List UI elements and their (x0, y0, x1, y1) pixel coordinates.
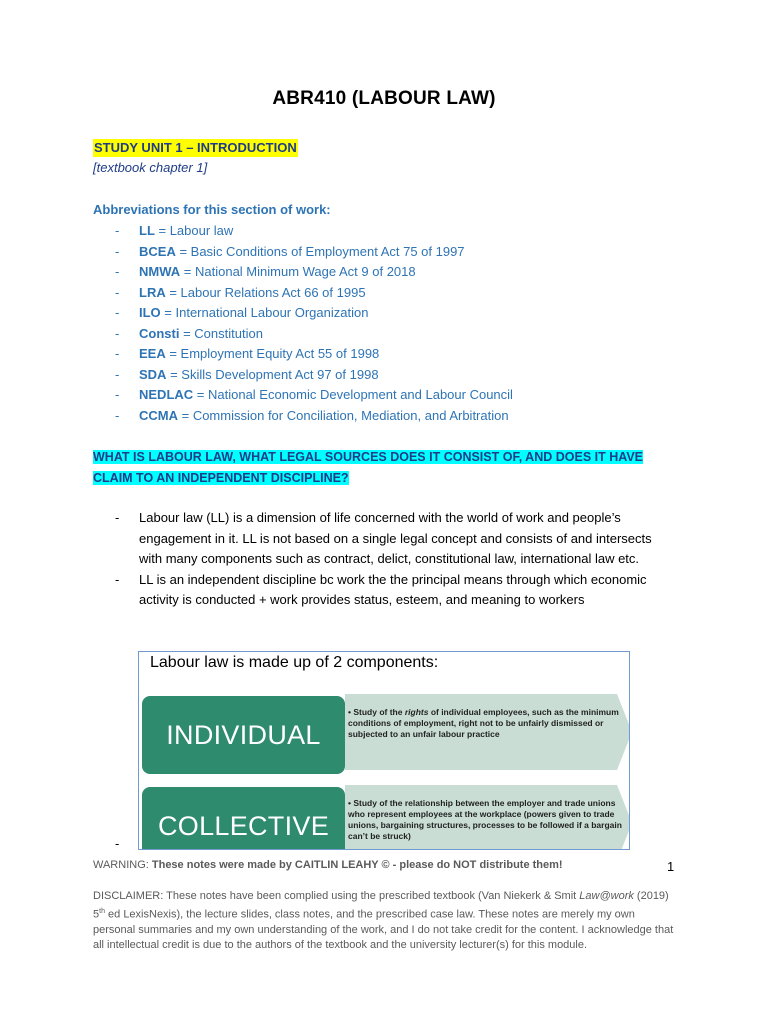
list-dash: - (115, 836, 120, 851)
collective-component-description: • Study of the relationship between the employer and trade unions who represent employees at the workplace (powers given to trade unions, bargaining structures, processes to be followed if a bargain can’t be struck) (348, 798, 622, 841)
abbreviation-term: LRA (139, 284, 166, 300)
body-point-text: LL is an independent discipline bc work the the principal means through which economic activity is conducted + work provides status, esteem, and meaning to workers (139, 571, 647, 607)
disclaimer-text: ed LexisNexis), the lecture slides, class notes, and the prescribed case law. These notes are merely my own personal summaries and my own understanding of the work, and I do not take credit for the content. I acknowledge that all intellectual credit is due to the authors of the textbook and the university lecturer(s) for this module. (93, 908, 674, 952)
abbreviation-meaning: = Basic Conditions of Employment Act 75 of 1997 (175, 243, 465, 259)
disclaimer-text: DISCLAIMER: These notes have been complied using the prescribed textbook (Van Niekerk & Smit (93, 890, 580, 902)
abbreviation-term: CCMA (139, 407, 178, 423)
abbreviation-meaning: = National Minimum Wage Act 9 of 2018 (180, 264, 416, 279)
question-heading-line2: CLAIM TO AN INDEPENDENT DISCIPLINE? (93, 470, 349, 485)
list-item: - NEDLAC = National Economic Development and Labour Council (115, 387, 513, 402)
description-text: Study of the relationship between the employer and trade unions who represent employees at the workplace (powers given to trade unions, bargaining structures, processes to be followed if a bargain can’t be struck) (348, 798, 622, 841)
abbreviation-meaning: = Labour Relations Act 66 of 1995 (165, 284, 366, 300)
abbreviation-term: EEA (139, 346, 166, 361)
list-item: - SDA = Skills Development Act 97 of 1998 (115, 366, 379, 382)
abbreviation-meaning: = Employment Equity Act 55 of 1998 (165, 346, 380, 361)
components-diagram (138, 651, 630, 850)
list-item: - LRA = Labour Relations Act 66 of 1995 (115, 284, 366, 300)
abbreviations-heading: Abbreviations for this section of work: (93, 202, 331, 217)
disclaimer-text: (2019) 5 (93, 890, 669, 921)
list-item: - BCEA = Basic Conditions of Employment Act 75 of 1997 (115, 243, 465, 259)
disclaimer-italic: Law@work (579, 890, 634, 902)
collective-component-box: COLLECTIVE (142, 787, 345, 850)
question-heading-line1: WHAT IS LABOUR LAW, WHAT LEGAL SOURCES DOES IT CONSIST OF, AND DOES IT HAVE (93, 450, 644, 464)
abbreviation-meaning: = International Labour Organization (160, 305, 369, 320)
warning-text: These notes were made by CAITLIN LEAHY © - please do NOT distribute them! (151, 859, 563, 871)
list-item: - ILO = International Labour Organization (115, 305, 369, 320)
footer-warning (93, 859, 563, 871)
section-question-heading (93, 447, 673, 488)
list-item: - Consti = Constitution (115, 325, 263, 341)
individual-component-description: • Study of the rights of individual employees, such as the minimum conditions of employment, right not to be unfairly dismissed or subjected to an unfair labour practice (348, 707, 619, 739)
abbreviation-term: SDA (139, 366, 167, 382)
abbreviation-meaning: = Labour law (154, 223, 234, 238)
abbreviation-term: LL (139, 223, 155, 238)
abbreviations-list (115, 221, 513, 426)
description-text: of individual employees, such as the minimum conditions of employment, right not to be unfairly dismissed or subjected to an unfair labour practice (348, 707, 619, 739)
list-item: - LL = Labour law (115, 223, 234, 238)
abbreviation-meaning: = Skills Development Act 97 of 1998 (166, 366, 379, 382)
page-number: 1 (667, 859, 675, 874)
document-title: ABR410 (LABOUR LAW) (272, 88, 496, 109)
abbreviation-meaning: = Commission for Conciliation, Mediation, and Arbitration (178, 407, 509, 423)
abbreviation-term: NEDLAC (139, 387, 194, 402)
abbreviation-term: ILO (139, 305, 161, 320)
abbreviation-term: Consti (139, 325, 180, 341)
abbreviation-term: BCEA (139, 243, 176, 259)
individual-component-box: INDIVIDUAL (142, 696, 345, 774)
list-item: - NMWA = National Minimum Wage Act 9 of 2018 (115, 264, 416, 279)
abbreviation-meaning: = Constitution (179, 325, 263, 341)
warning-prefix: WARNING: (93, 859, 152, 871)
description-italic: rights (404, 707, 429, 717)
footer-disclaimer (93, 889, 678, 953)
body-points-list (115, 508, 675, 611)
body-point-text: Labour law (LL) is a dimension of life concerned with the world of work and people’s engagement in it. LL is not based on a single legal concept and consists of and intersects with many components such as contract, delict, constitutional law, international law etc. (139, 510, 652, 566)
study-unit-subheading: [textbook chapter 1] (93, 160, 208, 175)
abbreviation-meaning: = National Economic Development and Labour Council (193, 387, 513, 402)
disclaimer-sup: th (99, 908, 105, 916)
list-item: - CCMA = Commission for Conciliation, Mediation, and Arbitration (115, 407, 509, 423)
list-item: - LL is an independent discipline bc work the the principal means through which economic activity is conducted + work provides status, esteem, and meaning to workers (115, 571, 647, 607)
description-text: Study of the (353, 707, 405, 717)
list-item: - EEA = Employment Equity Act 55 of 1998 (115, 346, 380, 361)
abbreviation-term: NMWA (139, 264, 181, 279)
study-unit-heading: STUDY UNIT 1 – INTRODUCTION (94, 140, 297, 155)
diagram-title: Labour law is made up of 2 components: (150, 654, 439, 671)
list-item: - Labour law (LL) is a dimension of life concerned with the world of work and people’s engagement in it. LL is not based on a single legal concept and consists of and intersects with many components such as contract, delict, constitutional law, international law etc. (115, 510, 652, 566)
